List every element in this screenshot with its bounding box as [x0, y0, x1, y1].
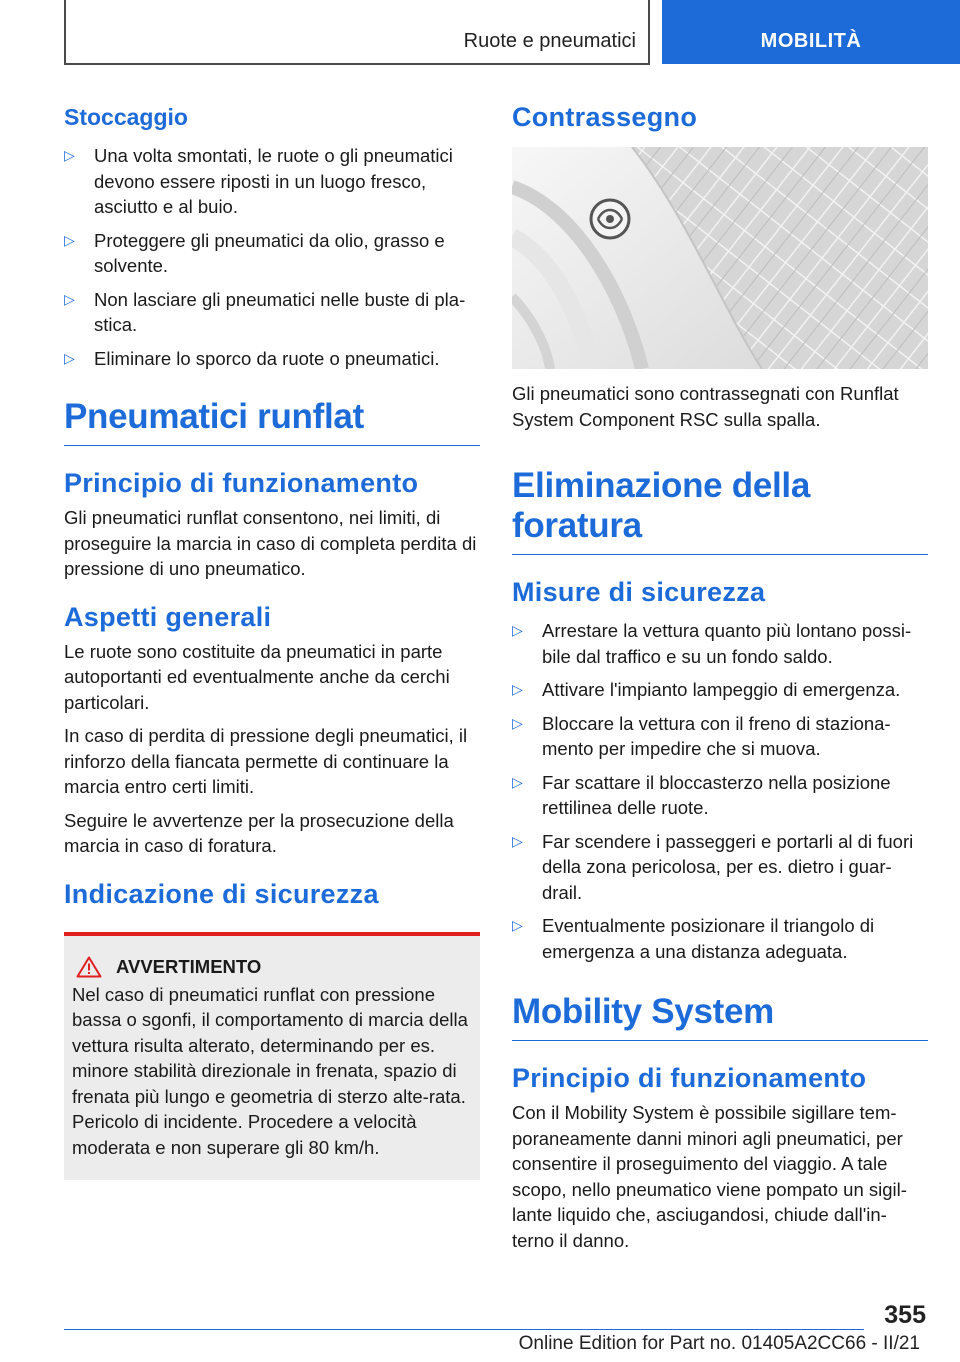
principle-text: Gli pneumatici runflat consentono, nei limiti, di proseguire la marcia in caso di completa perdita di pressione di uno pneumatico. [64, 507, 477, 579]
safety-heading: Indicazione di sicurezza [64, 878, 379, 909]
header-left-rule [64, 0, 66, 64]
safety-measures-heading: Misure di sicurezza [512, 577, 766, 607]
footer-rule [64, 1329, 864, 1330]
section-tab [662, 0, 960, 64]
bullet-triangle-icon: ▷ [512, 832, 523, 849]
warning-box [64, 932, 480, 1181]
bullet-triangle-icon: ▷ [64, 349, 75, 366]
list-item: ▷ Proteggere gli pneumatici da olio, grasso e solvente. [64, 229, 445, 276]
chapter-title: Ruote e pneumatici [463, 30, 636, 52]
general-heading: Aspetti generali [64, 601, 272, 632]
header-bottom-rule [64, 63, 650, 65]
list-item: ▷ Far scendere i passeggeri e portarli al di fuori della zona pericolosa, per es. dietro i guar-drail. [512, 830, 914, 903]
warning-title: AVVERTIMENTO [116, 955, 262, 977]
bullet-triangle-icon: ▷ [512, 917, 523, 933]
section-tab-label: MOBILITÀ [760, 30, 862, 52]
list-item: ▷ Arrestare la vettura quanto più lontano possi-bile dal traffico e su un fondo saldo. [512, 620, 912, 667]
list-item: ▷ Non lasciare gli pneumatici nelle buste di pla-stica. [64, 288, 466, 335]
list-item: ▷ Far scattare il bloccasterzo nella posizione rettilinea delle ruote. [512, 771, 891, 818]
list-item: ▷ Bloccare la vettura con il freno di staziona-mento per impedire che si muova. [512, 712, 891, 759]
bullet-triangle-icon: ▷ [512, 681, 523, 697]
warning-header [72, 956, 472, 978]
bullet-triangle-icon: ▷ [64, 290, 75, 307]
mobility-heading: Mobility System [512, 992, 928, 1041]
marking-heading: Contrassegno [512, 102, 698, 132]
general-paragraph-3: Seguire le avvertenze per la prosecuzione della marcia in caso di foratura. [64, 809, 454, 856]
bullet-triangle-icon: ▷ [64, 231, 75, 248]
tire-illustration [512, 147, 928, 369]
general-paragraph-1: Le ruote sono costituite da pneumatici in parte autoportanti ed eventualmente anche da cerchi particolari. [64, 640, 450, 713]
right-column [512, 100, 928, 1253]
bullet-triangle-icon: ▷ [64, 147, 75, 163]
mobility-text: Con il Mobility System è possibile sigillare tem-poraneamente danni minori agli pneumatici, per consentire il proseguimento del viaggio. A tale scopo, nello pneumatico viene pompato un sigil-lante liquido che, asciugandosi, chiude dall'in-terno il danno. [512, 1102, 907, 1251]
header-divider [648, 0, 650, 64]
list-item: ▷ Una volta smontati, le ruote o gli pneumatici devono essere riposti in un luogo fresco, asciutto e al buio. [64, 145, 453, 217]
storage-list [64, 143, 480, 371]
storage-heading: Stoccaggio [64, 104, 188, 130]
runflat-heading: Pneumatici runflat [64, 397, 480, 446]
bullet-triangle-icon: ▷ [512, 773, 523, 790]
principle-heading: Principio di funzionamento [64, 468, 419, 498]
tire-sidewall-image [512, 147, 928, 369]
general-paragraph-2: In caso di perdita di pressione degli pneumatici, il rinforzo della fiancata permette di continuare la marcia entro certi limiti. [64, 725, 468, 797]
edition-text: Online Edition for Part no. 01405A2CC66 - II/21 [518, 1333, 920, 1354]
marking-text: Gli pneumatici sono contrassegnati con Runflat System Component RSC sulla spalla. [512, 383, 899, 430]
mobility-principle-heading: Principio di funzionamento [512, 1063, 867, 1093]
puncture-heading: Eliminazione della foratura [512, 466, 928, 555]
page-number: 355 [884, 1301, 926, 1329]
list-item: ▷ Eventualmente posizionare il triangolo di emergenza a una distanza adeguata. [512, 915, 875, 962]
bullet-triangle-icon: ▷ [512, 714, 523, 731]
list-item: ▷ Attivare l'impianto lampeggio di emergenza. [512, 677, 928, 703]
warning-text: Nel caso di pneumatici runflat con pressione bassa o sgonfi, il comportamento di marcia della vettura risulta alterato, determinando per es. minore stabilità direzionale in frenata, spazio di frenata più lungo e geometria di sterzo alte-rata. Pericolo di incidente. Procedere a velocità moderata e non superare gli 80 km/h. [72, 983, 468, 1158]
bullet-triangle-icon: ▷ [512, 622, 523, 638]
safety-measures-list [512, 618, 928, 964]
left-column [64, 100, 480, 1180]
warning-triangle-icon [76, 956, 102, 978]
list-item: ▷ Eliminare lo sporco da ruote o pneumatici. [64, 346, 480, 372]
